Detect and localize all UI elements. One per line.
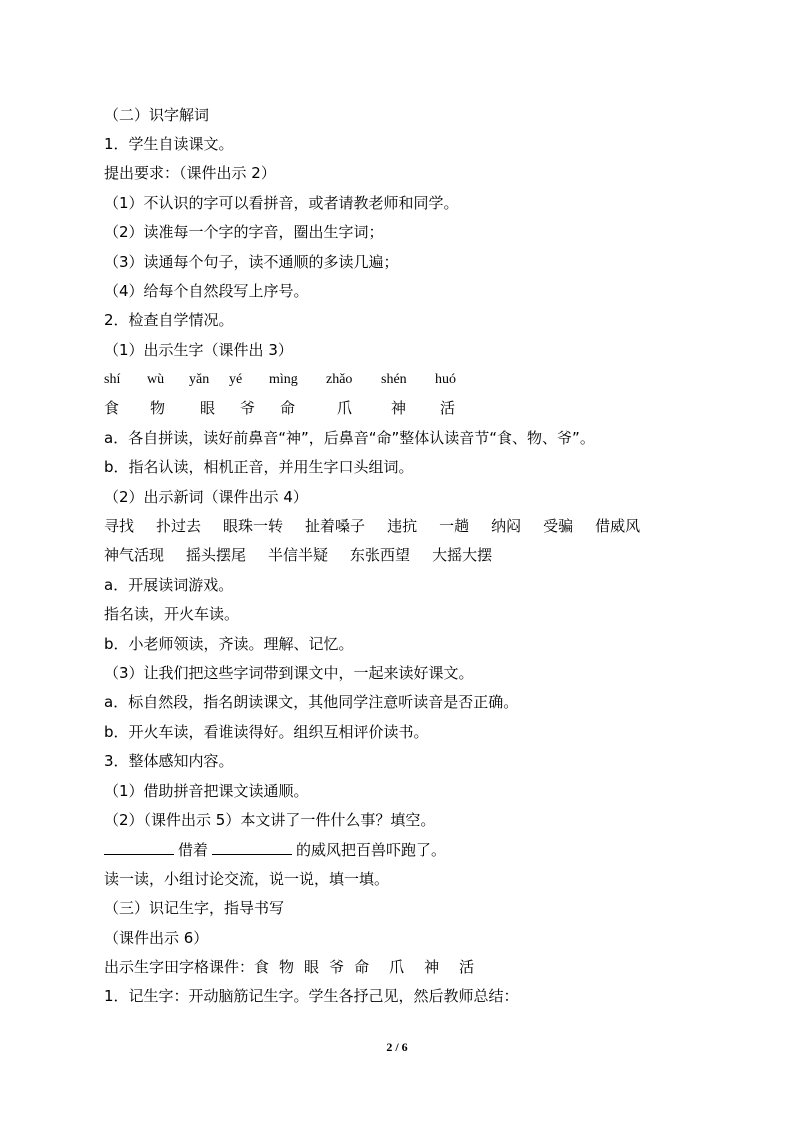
grid-character: 活 [459,958,475,976]
grid-character: 爪 [389,958,405,976]
step-1-self-read: 1．学生自读课文。 [104,135,234,153]
character-item: 食 [104,399,120,417]
grid-character: 命 [354,958,370,976]
word-item: 纳闷 [491,517,522,535]
instruction-b-name-read: b．指名认读，相机正音，并用生字口头组词。 [104,458,414,476]
pinyin-item: zhǎo [326,372,353,387]
page-number: 2 / 6 [386,1040,408,1054]
word-item: 借威风 [595,517,641,535]
show-new-words: （2）出示新词（课件出示 4） [104,488,308,506]
bring-words-to-text: （3）让我们把这些字词带到课文中，一起来读好课文。 [104,664,474,682]
pinyin-item: mìng [269,372,298,387]
word-item: 眼珠一转 [223,517,284,535]
word-item: 扯着嗓子 [305,517,366,535]
grid-character: 神 [424,958,440,976]
requirement-2: （2）读准每一个字的字音，圈出生字词； [104,223,384,241]
instruction-a-paragraphs: a．标自然段，指名朗读课文，其他同学注意听读音是否正确。 [104,693,519,711]
pinyin-item: shí [104,372,121,387]
word-item: 扑过去 [156,517,202,535]
requirement-4: （4）给每个自然段写上序号。 [104,282,309,300]
fill-in-blank-sentence [104,839,446,860]
courseware-6: （课件出示 6） [104,929,209,947]
requirement-intro: 提出要求：（课件出示 2） [104,164,276,182]
fill-in-text-2: 的威风把百兽吓跑了。 [296,841,447,859]
word-item: 东张西望 [350,546,411,564]
instruction-b-evaluate: b．开火车读，看谁读得好。组织互相评价读书。 [104,723,429,741]
word-item: 一趟 [439,517,470,535]
step-2-check: 2．检查自学情况。 [104,311,234,329]
pinyin-item: shén [381,372,407,387]
pinyin-row [104,370,704,390]
character-item: 活 [440,399,456,417]
word-item: 大摇大摆 [432,546,493,564]
word-item: 受骗 [543,517,574,535]
instruction-a-pronounce: a．各自拼读，读好前鼻音“神”，后鼻音“命”整体认读音节“食、物、爷”。 [104,429,595,447]
character-item: 神 [391,399,407,417]
pinyin-item: wù [147,372,165,387]
character-item: 爷 [240,399,256,417]
group-discussion: 读一读，小组讨论交流，说一说，填一填。 [104,870,390,888]
instruction-train-read: 指名读，开火车读。 [104,605,240,623]
grid-characters-line [104,957,474,977]
fill-in-question: （2）（课件出示 5）本文讲了一件什么事？填空。 [104,811,436,829]
blank-line [212,839,292,855]
memorize-characters: 1．记生字：开动脑筋记生字。学生各抒己见，然后教师总结： [104,987,519,1005]
grid-character: 爷 [329,958,345,976]
pinyin-item: huó [435,372,456,387]
character-item: 爪 [337,399,353,417]
character-item: 物 [150,399,166,417]
grid-character: 物 [279,958,295,976]
section-heading-write-characters: （三）识记生字，指导书写 [104,899,285,917]
word-item: 半信半疑 [268,546,329,564]
pinyin-item: yé [229,372,243,387]
character-item: 命 [280,399,296,417]
grid-character: 食 [254,958,270,976]
instruction-b-lead-read: b．小老师领读，齐读。理解、记忆。 [104,635,354,653]
grid-prefix: 出示生字田字格课件： [104,958,255,976]
words-row-1 [104,516,662,536]
pinyin-item: yǎn [189,372,210,387]
word-item: 神气活现 [104,546,165,564]
word-item: 寻找 [104,517,135,535]
section-heading-recognize-words: （二）识字解词 [104,106,210,124]
step-3-overall: 3．整体感知内容。 [104,752,234,770]
requirement-1: （1）不认识的字可以看拼音，或者请教老师和同学。 [104,194,459,212]
read-with-pinyin: （1）借助拼音把课文读通顺。 [104,782,309,800]
blank-line [104,839,174,855]
words-row-2 [104,545,514,565]
show-new-characters: （1）出示生字（课件出 3） [104,341,293,359]
character-item: 眼 [200,399,216,417]
word-item: 违抗 [387,517,418,535]
instruction-a-word-game: a．开展读词游戏。 [104,576,234,594]
word-item: 摇头摆尾 [186,546,247,564]
character-row [104,398,704,418]
fill-in-text-1: 借着 [178,841,209,859]
requirement-3: （3）读通每个句子，读不通顺的多读几遍； [104,253,399,271]
grid-character: 眼 [304,958,320,976]
